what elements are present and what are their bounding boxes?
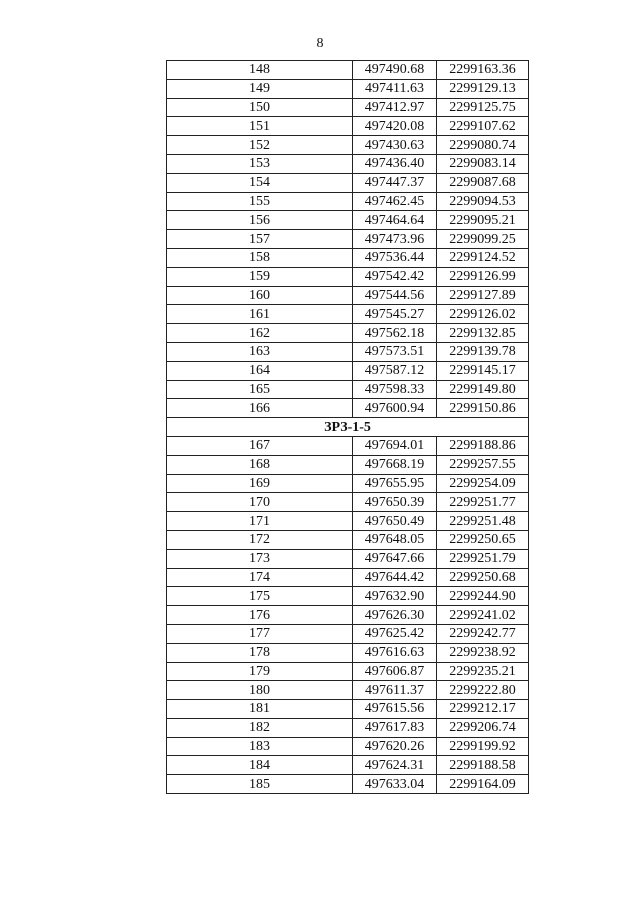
y-coordinate-cell: 2299087.68 [437,173,529,192]
table-row [167,267,529,286]
table-row [167,624,529,643]
point-number-cell: 174 [167,568,353,587]
point-number-cell: 162 [167,324,353,343]
x-coordinate-cell: 497490.68 [353,61,437,80]
point-number-cell: 152 [167,136,353,155]
y-coordinate-cell: 2299083.14 [437,154,529,173]
y-coordinate-cell: 2299080.74 [437,136,529,155]
page-number: 8 [316,36,324,51]
x-coordinate-cell: 497573.51 [353,342,437,361]
table-row [167,380,529,399]
point-number-cell: 160 [167,286,353,305]
point-number-cell: 171 [167,512,353,531]
y-coordinate-cell: 2299127.89 [437,286,529,305]
y-coordinate-cell: 2299094.53 [437,192,529,211]
point-number-cell: 183 [167,737,353,756]
point-number-cell: 168 [167,455,353,474]
table-row [167,775,529,794]
y-coordinate-cell: 2299257.55 [437,455,529,474]
table-row [167,154,529,173]
y-coordinate-cell: 2299126.99 [437,267,529,286]
table-row [167,436,529,455]
x-coordinate-cell: 497536.44 [353,248,437,267]
point-number-cell: 157 [167,230,353,249]
x-coordinate-cell: 497650.49 [353,512,437,531]
y-coordinate-cell: 2299139.78 [437,342,529,361]
x-coordinate-cell: 497420.08 [353,117,437,136]
y-coordinate-cell: 2299188.58 [437,756,529,775]
y-coordinate-cell: 2299212.17 [437,700,529,719]
x-coordinate-cell: 497626.30 [353,606,437,625]
x-coordinate-cell: 497447.37 [353,173,437,192]
point-number-cell: 166 [167,399,353,418]
point-number-cell: 151 [167,117,353,136]
x-coordinate-cell: 497606.87 [353,662,437,681]
x-coordinate-cell: 497473.96 [353,230,437,249]
y-coordinate-cell: 2299235.21 [437,662,529,681]
y-coordinate-cell: 2299250.68 [437,568,529,587]
table-row [167,286,529,305]
table-row [167,173,529,192]
x-coordinate-cell: 497615.56 [353,700,437,719]
point-number-cell: 161 [167,305,353,324]
table-row [167,211,529,230]
table-row [167,587,529,606]
x-coordinate-cell: 497600.94 [353,399,437,418]
y-coordinate-cell: 2299124.52 [437,248,529,267]
point-number-cell: 148 [167,61,353,80]
table-row [167,474,529,493]
point-number-cell: 185 [167,775,353,794]
point-number-cell: 173 [167,549,353,568]
y-coordinate-cell: 2299163.36 [437,61,529,80]
table-row [167,117,529,136]
point-number-cell: 169 [167,474,353,493]
table-row [167,493,529,512]
x-coordinate-cell: 497412.97 [353,98,437,117]
y-coordinate-cell: 2299222.80 [437,681,529,700]
x-coordinate-cell: 497624.31 [353,756,437,775]
x-coordinate-cell: 497694.01 [353,436,437,455]
point-number-cell: 179 [167,662,353,681]
y-coordinate-cell: 2299164.09 [437,775,529,794]
point-number-cell: 167 [167,436,353,455]
table-row [167,718,529,737]
table-row [167,136,529,155]
y-coordinate-cell: 2299251.77 [437,493,529,512]
table-row [167,606,529,625]
x-coordinate-cell: 497648.05 [353,530,437,549]
x-coordinate-cell: 497644.42 [353,568,437,587]
x-coordinate-cell: 497620.26 [353,737,437,756]
table-row [167,681,529,700]
table-row [167,756,529,775]
table-row [167,512,529,531]
table-row [167,643,529,662]
coordinates-table-body [167,61,529,794]
table-row [167,324,529,343]
x-coordinate-cell: 497462.45 [353,192,437,211]
y-coordinate-cell: 2299125.75 [437,98,529,117]
point-number-cell: 184 [167,756,353,775]
x-coordinate-cell: 497647.66 [353,549,437,568]
table-row [167,79,529,98]
table-row [167,530,529,549]
x-coordinate-cell: 497668.19 [353,455,437,474]
x-coordinate-cell: 497617.83 [353,718,437,737]
x-coordinate-cell: 497464.64 [353,211,437,230]
point-number-cell: 158 [167,248,353,267]
x-coordinate-cell: 497625.42 [353,624,437,643]
point-number-cell: 165 [167,380,353,399]
x-coordinate-cell: 497633.04 [353,775,437,794]
table-row [167,305,529,324]
x-coordinate-cell: 497544.56 [353,286,437,305]
table-row [167,192,529,211]
y-coordinate-cell: 2299242.77 [437,624,529,643]
table-row [167,248,529,267]
x-coordinate-cell: 497436.40 [353,154,437,173]
point-number-cell: 164 [167,361,353,380]
y-coordinate-cell: 2299251.79 [437,549,529,568]
table-row [167,61,529,80]
table-row [167,700,529,719]
table-row [167,662,529,681]
y-coordinate-cell: 2299244.90 [437,587,529,606]
table-row [167,737,529,756]
section-title: ЗРЗ-1-5 [167,418,529,437]
coordinates-table [166,60,529,794]
x-coordinate-cell: 497632.90 [353,587,437,606]
point-number-cell: 178 [167,643,353,662]
point-number-cell: 175 [167,587,353,606]
point-number-cell: 172 [167,530,353,549]
y-coordinate-cell: 2299150.86 [437,399,529,418]
point-number-cell: 176 [167,606,353,625]
y-coordinate-cell: 2299251.48 [437,512,529,531]
y-coordinate-cell: 2299188.86 [437,436,529,455]
y-coordinate-cell: 2299095.21 [437,211,529,230]
y-coordinate-cell: 2299199.92 [437,737,529,756]
x-coordinate-cell: 497545.27 [353,305,437,324]
x-coordinate-cell: 497411.63 [353,79,437,98]
point-number-cell: 155 [167,192,353,211]
table-row [167,98,529,117]
point-number-cell: 149 [167,79,353,98]
x-coordinate-cell: 497542.42 [353,267,437,286]
y-coordinate-cell: 2299241.02 [437,606,529,625]
y-coordinate-cell: 2299126.02 [437,305,529,324]
point-number-cell: 182 [167,718,353,737]
y-coordinate-cell: 2299145.17 [437,361,529,380]
point-number-cell: 180 [167,681,353,700]
x-coordinate-cell: 497598.33 [353,380,437,399]
point-number-cell: 163 [167,342,353,361]
x-coordinate-cell: 497611.37 [353,681,437,700]
point-number-cell: 177 [167,624,353,643]
table-row [167,568,529,587]
point-number-cell: 153 [167,154,353,173]
table-row [167,342,529,361]
table-row [167,230,529,249]
table-row [167,399,529,418]
x-coordinate-cell: 497587.12 [353,361,437,380]
x-coordinate-cell: 497430.63 [353,136,437,155]
x-coordinate-cell: 497562.18 [353,324,437,343]
section-header-row [167,418,529,437]
point-number-cell: 156 [167,211,353,230]
y-coordinate-cell: 2299250.65 [437,530,529,549]
y-coordinate-cell: 2299129.13 [437,79,529,98]
point-number-cell: 154 [167,173,353,192]
x-coordinate-cell: 497650.39 [353,493,437,512]
table-row [167,361,529,380]
point-number-cell: 159 [167,267,353,286]
point-number-cell: 170 [167,493,353,512]
y-coordinate-cell: 2299107.62 [437,117,529,136]
x-coordinate-cell: 497655.95 [353,474,437,493]
table-row [167,455,529,474]
y-coordinate-cell: 2299238.92 [437,643,529,662]
y-coordinate-cell: 2299254.09 [437,474,529,493]
table-row [167,549,529,568]
point-number-cell: 181 [167,700,353,719]
y-coordinate-cell: 2299206.74 [437,718,529,737]
y-coordinate-cell: 2299132.85 [437,324,529,343]
x-coordinate-cell: 497616.63 [353,643,437,662]
point-number-cell: 150 [167,98,353,117]
y-coordinate-cell: 2299149.80 [437,380,529,399]
y-coordinate-cell: 2299099.25 [437,230,529,249]
